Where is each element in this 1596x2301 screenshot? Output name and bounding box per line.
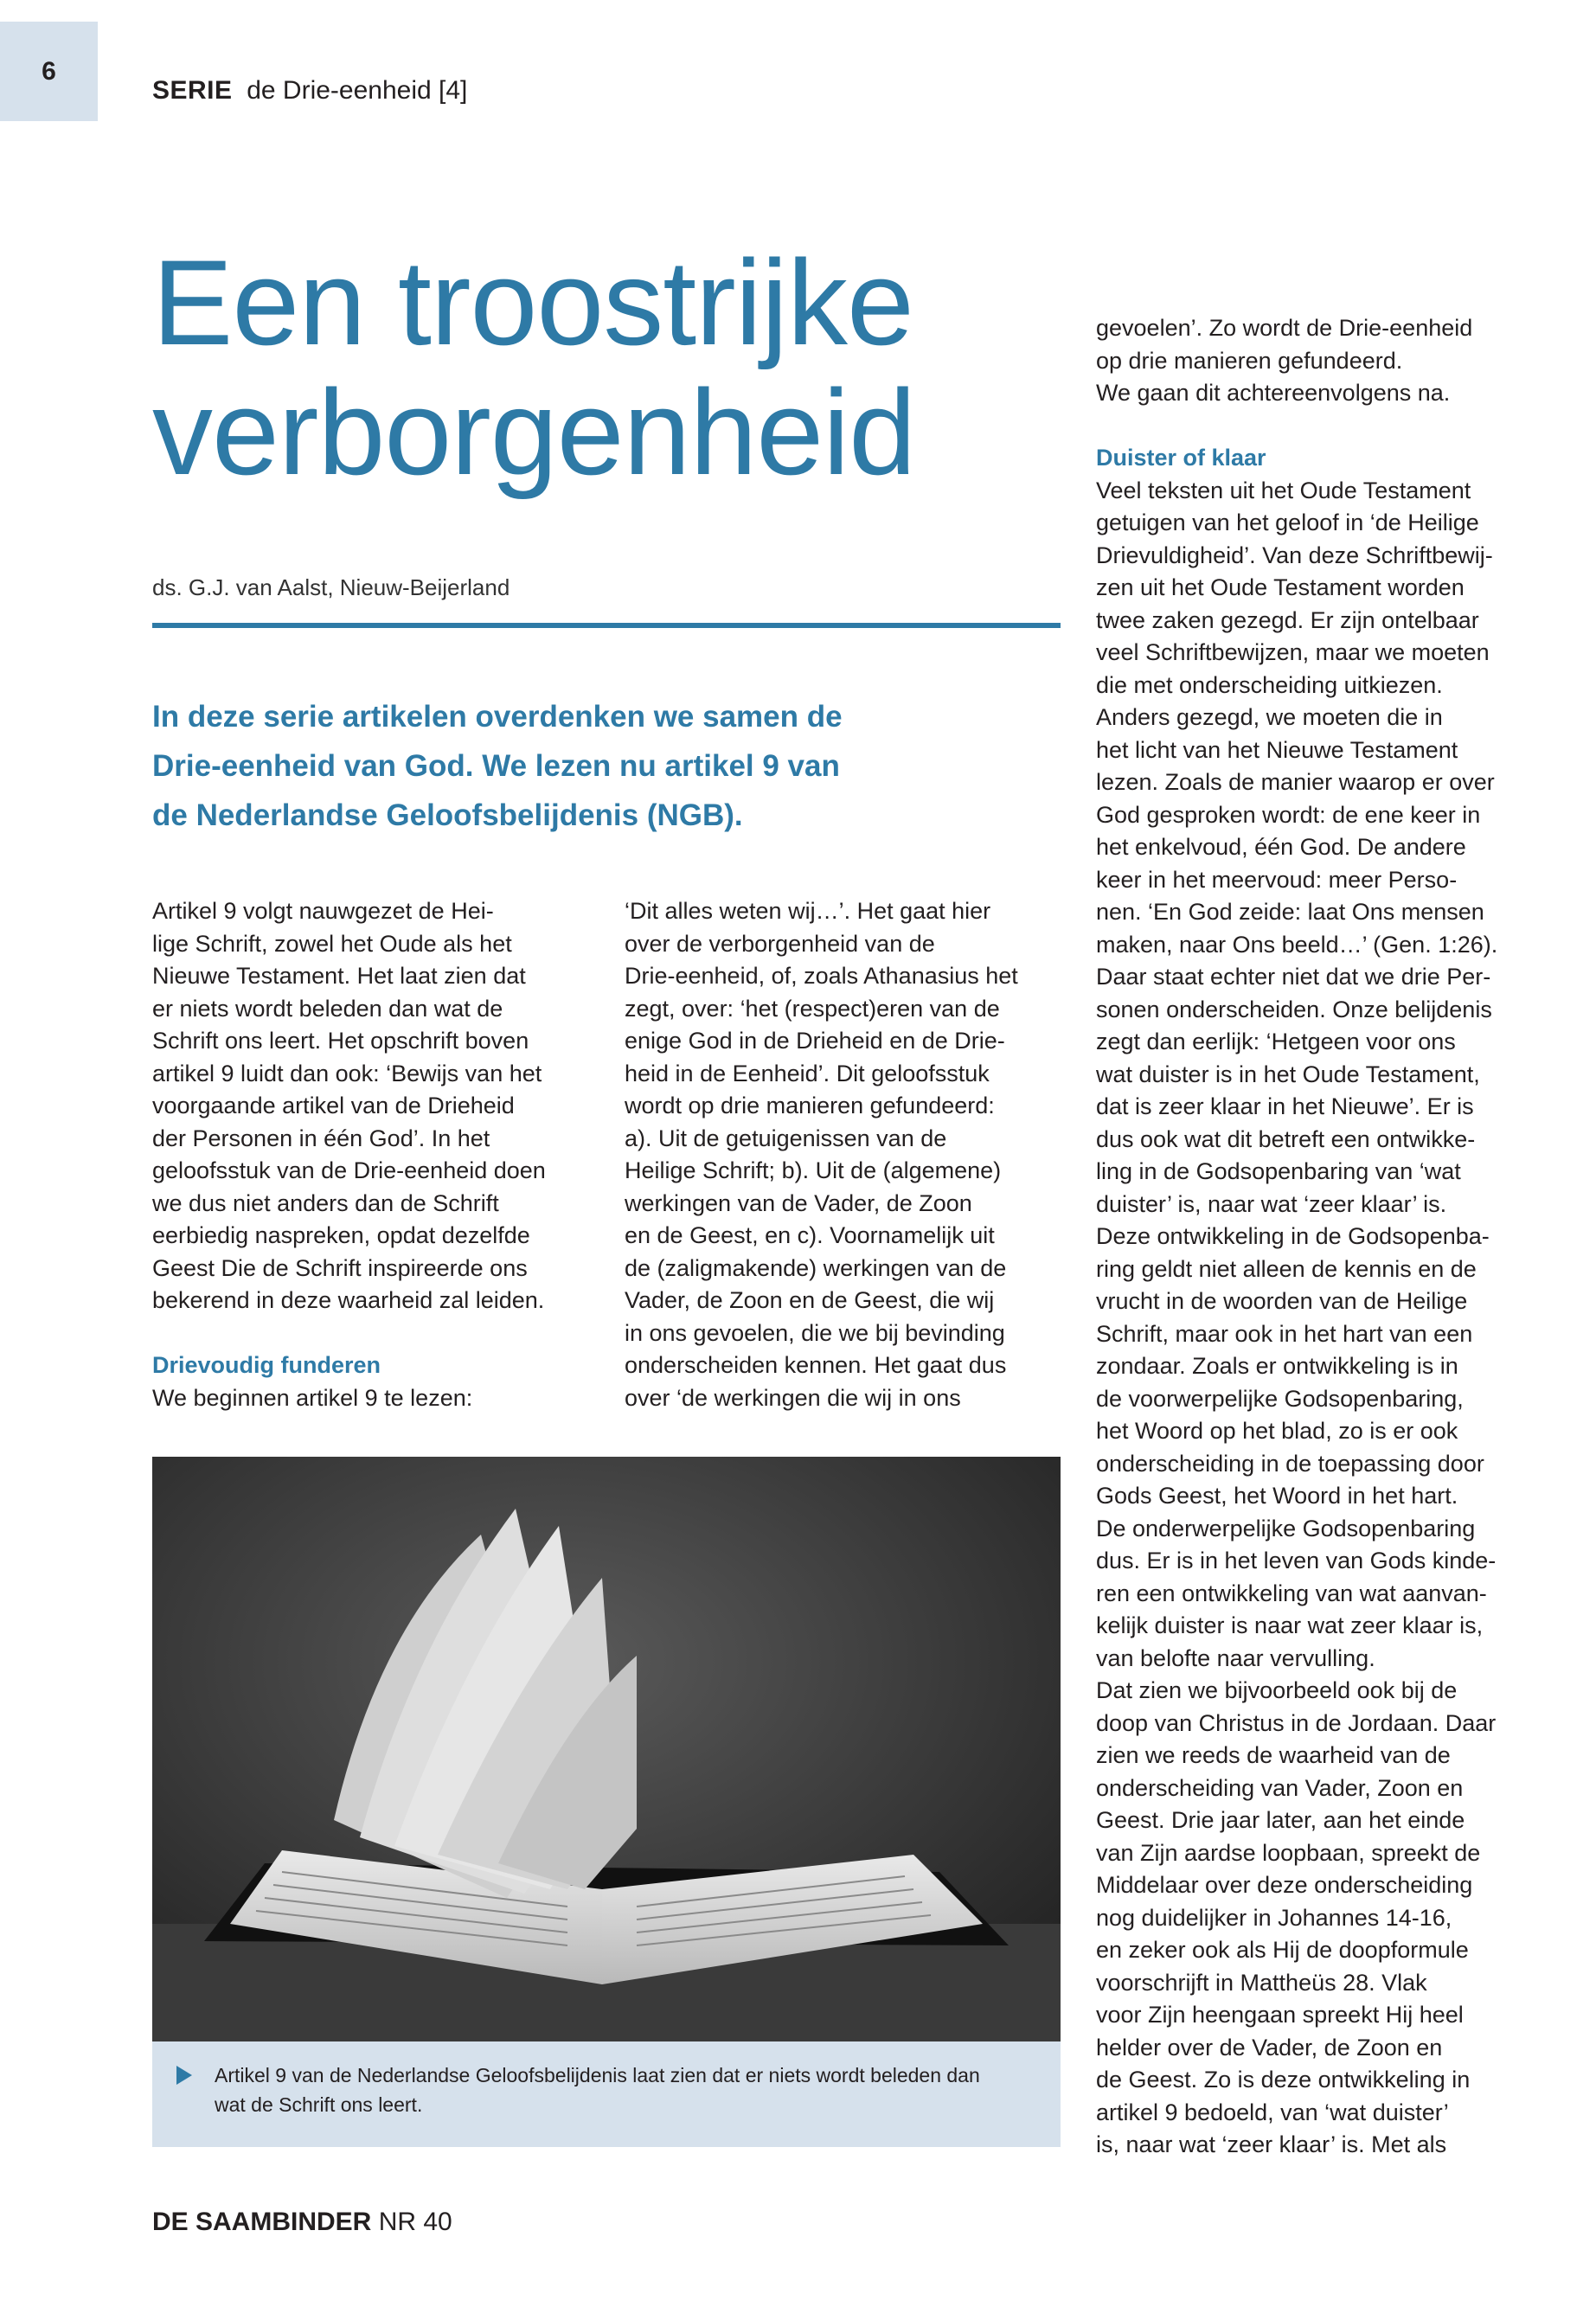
body-text-line: dus ook wat dit betreft een ontwikke- bbox=[1096, 1125, 1476, 1152]
body-text-line: ‘Dit alles weten wij…’. Het gaat hier bbox=[625, 898, 991, 924]
paragraph-gap bbox=[152, 1317, 593, 1350]
body-text-line: zondaar. Zoals er ontwikkeling is in bbox=[1096, 1353, 1458, 1379]
body-text-line: Artikel 9 volgt nauwgezet de Hei- bbox=[152, 898, 494, 924]
body-text-line: Veel teksten uit het Oude Testament bbox=[1096, 477, 1471, 503]
body-text-line: der Personen in één God’. In het bbox=[152, 1125, 490, 1151]
series-label: SERIE bbox=[152, 76, 233, 105]
series-title: de Drie-eenheid [4] bbox=[247, 76, 468, 105]
body-text-line: van Zijn aardse loopbaan, spreekt de bbox=[1096, 1839, 1481, 1866]
body-text-line: vrucht in de woorden van de Heilige bbox=[1096, 1288, 1468, 1314]
title-divider bbox=[152, 623, 1061, 628]
body-text-line: sonen onderscheiden. Onze belijdenis bbox=[1096, 996, 1492, 1022]
running-head bbox=[152, 76, 467, 106]
caption-line: Artikel 9 van de Nederlandse Geloofsbelijdenis laat zien dat er niets wordt beleden dan bbox=[215, 2064, 980, 2086]
body-text-line: van belofte naar vervulling. bbox=[1096, 1644, 1375, 1671]
body-text-line: We gaan dit achtereenvolgens na. bbox=[1096, 380, 1451, 406]
section-heading: Duister of klaar bbox=[1096, 445, 1266, 471]
body-text-line: de Geest. Zo is deze ontwikkeling in bbox=[1096, 2067, 1471, 2093]
body-text-line: voorgaande artikel van de Drieheid bbox=[152, 1093, 515, 1118]
body-text-line: Dat zien we bijvoorbeeld ook bij de bbox=[1096, 1677, 1458, 1703]
body-column-1 bbox=[152, 895, 593, 1414]
issue-number: NR 40 bbox=[378, 2208, 452, 2236]
body-text-line: getuigen van het geloof in ‘de Heilige bbox=[1096, 510, 1479, 535]
body-text-line: Schrift, maar ook in het hart van een bbox=[1096, 1320, 1473, 1347]
body-text-line: De onderwerpelijke Godsopenbaring bbox=[1096, 1515, 1476, 1541]
body-text-line: maken, naar Ons beeld…’ (Gen. 1:26). bbox=[1096, 931, 1498, 958]
body-text-line: a). Uit de getuigenissen van de bbox=[625, 1125, 947, 1151]
body-text-line: onderscheiden kennen. Het gaat dus bbox=[625, 1352, 1007, 1378]
intro-lead bbox=[152, 692, 1061, 840]
body-text-line: over de verborgenheid van de bbox=[625, 930, 935, 957]
title-line: verborgenheid bbox=[152, 364, 916, 500]
body-text-line: er niets wordt beleden dan wat de bbox=[152, 995, 503, 1022]
section-heading: Drievoudig funderen bbox=[152, 1352, 381, 1378]
body-text-line: Gods Geest, het Woord in het hart. bbox=[1096, 1483, 1458, 1509]
body-text-line: Deze ontwikkeling in de Godsopenba- bbox=[1096, 1223, 1490, 1249]
body-text-line: zegt dan eerlijk: ‘Hetgeen voor ons bbox=[1096, 1029, 1456, 1054]
body-text-line: over ‘de werkingen die wij in ons bbox=[625, 1384, 961, 1411]
body-text-line: We beginnen artikel 9 te lezen: bbox=[152, 1384, 473, 1411]
body-text-line: wordt op drie manieren gefundeerd: bbox=[625, 1093, 995, 1118]
body-text-line: Vader, de Zoon en de Geest, die wij bbox=[625, 1287, 995, 1313]
body-text-line: die met onderscheiding uitkiezen. bbox=[1096, 671, 1443, 698]
body-text-line: zegt, over: ‘het (respect)eren van de bbox=[625, 995, 1000, 1022]
body-text-line: Geest. Drie jaar later, aan het einde bbox=[1096, 1807, 1465, 1833]
bible-photo bbox=[152, 1457, 1061, 2041]
article-title bbox=[152, 234, 1061, 500]
body-text-line: werkingen van de Vader, de Zoon bbox=[625, 1189, 972, 1216]
body-text-line: artikel 9 bedoeld, van ‘wat duister’ bbox=[1096, 2099, 1449, 2125]
body-text-line: geloofsstuk van de Drie-eenheid doen bbox=[152, 1157, 546, 1183]
body-text-line: en de Geest, en c). Voornamelijk uit bbox=[625, 1222, 995, 1248]
body-text-line: we dus niet anders dan de Schrift bbox=[152, 1189, 499, 1216]
body-text-line: de (zaligmakende) werkingen van de bbox=[625, 1254, 1007, 1281]
body-text-line: het Woord op het blad, zo is er ook bbox=[1096, 1418, 1458, 1444]
body-text-line: in ons gevoelen, die we bij bevinding bbox=[625, 1319, 1005, 1346]
body-text-line: nen. ‘En God zeide: laat Ons mensen bbox=[1096, 899, 1484, 925]
body-text-line: enige God in de Drieheid en de Drie- bbox=[625, 1028, 1005, 1054]
body-text-line: heid in de Eenheid’. Dit geloofsstuk bbox=[625, 1060, 990, 1086]
body-text-line: kelijk duister is naar wat zeer klaar is, bbox=[1096, 1612, 1484, 1638]
play-triangle-icon bbox=[176, 2066, 192, 2085]
body-text-line: twee zaken gezegd. Er zijn ontelbaar bbox=[1096, 606, 1479, 633]
body-text-line: op drie manieren gefundeerd. bbox=[1096, 347, 1403, 374]
body-text-line: Nieuwe Testament. Het laat zien dat bbox=[152, 963, 526, 989]
open-bible-image bbox=[152, 1457, 1061, 2041]
body-text-line: Heilige Schrift; b). Uit de (algemene) bbox=[625, 1157, 1002, 1183]
body-text-line: God gesproken wordt: de ene keer in bbox=[1096, 801, 1481, 828]
photo-caption bbox=[215, 2061, 1045, 2119]
body-column-3 bbox=[1096, 312, 1567, 2162]
page-footer bbox=[152, 2208, 452, 2237]
body-text-line: duister’ is, naar wat ‘zeer klaar’ is. bbox=[1096, 1190, 1447, 1217]
page-number-box bbox=[0, 22, 98, 121]
magazine-name: DE SAAMBINDER bbox=[152, 2208, 372, 2236]
body-text-line: keer in het meervoud: meer Perso- bbox=[1096, 866, 1458, 893]
body-text-line: nog duidelijker in Johannes 14-16, bbox=[1096, 1904, 1452, 1931]
body-text-line: eerbiedig naspreken, opdat dezelfde bbox=[152, 1222, 530, 1248]
body-text-line: ren een ontwikkeling van wat aanvan- bbox=[1096, 1580, 1487, 1606]
body-text-line: Anders gezegd, we moeten die in bbox=[1096, 704, 1443, 730]
body-text-line: Schrift ons leert. Het opschrift boven bbox=[152, 1028, 529, 1054]
body-text-line: voor Zijn heengaan spreekt Hij heel bbox=[1096, 2002, 1464, 2028]
body-text-line: voorschrijft in Mattheüs 28. Vlak bbox=[1096, 1969, 1427, 1996]
body-column-2 bbox=[625, 895, 1066, 1414]
body-text-line: Middelaar over deze onderscheiding bbox=[1096, 1872, 1473, 1898]
body-text-line: Drie-eenheid, of, zoals Athanasius het bbox=[625, 963, 1018, 989]
body-text-line: dat is zeer klaar in het Nieuwe’. Er is bbox=[1096, 1093, 1474, 1119]
intro-line: de Nederlandse Geloofsbelijdenis (NGB). bbox=[152, 798, 743, 832]
body-text-line: lezen. Zoals de manier waarop er over bbox=[1096, 769, 1495, 795]
body-text-line: de voorwerpelijke Godsopenbaring, bbox=[1096, 1385, 1464, 1412]
body-text-line: is, naar wat ‘zeer klaar’ is. Met als bbox=[1096, 2131, 1447, 2157]
body-text-line: artikel 9 luidt dan ook: ‘Bewijs van het bbox=[152, 1060, 542, 1086]
body-text-line: onderscheiding in de toepassing door bbox=[1096, 1450, 1484, 1477]
body-text-line: onderscheiding van Vader, Zoon en bbox=[1096, 1774, 1464, 1801]
paragraph-gap bbox=[1096, 410, 1567, 443]
body-text-line: ling in de Godsopenbaring van ‘wat bbox=[1096, 1158, 1461, 1184]
body-text-line: het enkelvoud, één God. De andere bbox=[1096, 834, 1466, 860]
body-text-line: lige Schrift, zowel het Oude als het bbox=[152, 930, 512, 957]
body-text-line: dus. Er is in het leven van Gods kinde- bbox=[1096, 1548, 1497, 1574]
body-text-line: gevoelen’. Zo wordt de Drie-eenheid bbox=[1096, 315, 1473, 341]
body-text-line: en zeker ook als Hij de doopformule bbox=[1096, 1937, 1469, 1963]
body-text-line: bekerend in deze waarheid zal leiden. bbox=[152, 1287, 545, 1313]
body-text-line: zien we reeds de waarheid van de bbox=[1096, 1742, 1451, 1768]
author-byline: ds. G.J. van Aalst, Nieuw-Beijerland bbox=[152, 574, 510, 600]
title-line: Een troostrijke bbox=[152, 234, 913, 370]
photo-caption-box bbox=[152, 2041, 1061, 2147]
intro-line: Drie-eenheid van God. We lezen nu artikel 9 van bbox=[152, 749, 840, 783]
body-text-line: het licht van het Nieuwe Testament bbox=[1096, 736, 1458, 763]
body-text-line: Drievuldigheid’. Van deze Schriftbewij- bbox=[1096, 542, 1493, 568]
body-text-line: doop van Christus in de Jordaan. Daar bbox=[1096, 1709, 1497, 1736]
body-text-line: wat duister is in het Oude Testament, bbox=[1096, 1061, 1480, 1087]
body-text-line: helder over de Vader, de Zoon en bbox=[1096, 2034, 1443, 2061]
body-text-line: zen uit het Oude Testament worden bbox=[1096, 574, 1465, 600]
body-text-line: ring geldt niet alleen de kennis en de bbox=[1096, 1255, 1477, 1282]
body-text-line: veel Schriftbewijzen, maar we moeten bbox=[1096, 639, 1490, 665]
body-text-line: Geest Die de Schrift inspireerde ons bbox=[152, 1254, 528, 1281]
caption-line: wat de Schrift ons leert. bbox=[215, 2093, 423, 2116]
body-text-line: Daar staat echter niet dat we drie Per- bbox=[1096, 964, 1491, 990]
intro-line: In deze serie artikelen overdenken we samen de bbox=[152, 700, 843, 734]
page-number: 6 bbox=[42, 56, 56, 86]
